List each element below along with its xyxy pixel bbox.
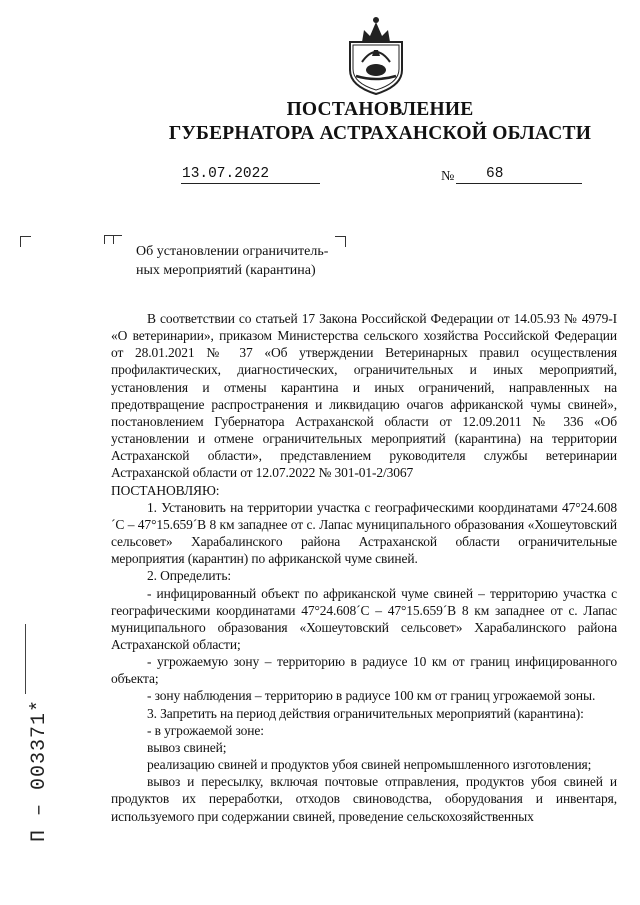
document-number: 68 [456,165,582,184]
document-subject [136,242,366,280]
clause-2-heading: 2. Определить: [147,568,231,584]
document-title-line2: ГУБЕРНАТОРА АСТРАХАНСКОЙ ОБЛАСТИ [168,123,592,144]
subject-line1: Об установлении ограничитель- [136,244,329,259]
subject-corner-mark-left-inner [113,235,122,244]
clause-3-subheading: - в угрожаемой зоне: [147,722,264,738]
clause-3-item-1: вывоз свиней; [147,739,227,755]
margin-line [25,624,26,694]
margin-corner-mark [20,236,31,247]
clause-2-item-threatened-zone: - угрожаемую зону – территорию в радиусе 10 км от границ инфицированного объекта; [111,654,617,687]
document-body [111,310,617,825]
clause-3-item-2: реализацию свиней и продуктов убоя свиней непромышленного изготовления; [147,757,592,773]
serial-number-stamp: П – 003371* [28,698,51,842]
clause-1: 1. Установить на территории участка с географическими координатами 47°24.608´С – 47°15.659´В 8 км западнее от с. Лапас муниципального образования «Хошеутовский сельсовет» Харабалинского района Астраханской области ограничительные мероприятия (карантин) по африканской чуме свиней. [111,499,617,567]
clause-2-item-observation-zone: - зону наблюдения – территорию в радиусе 100 км от границ угрожаемой зоны. [147,688,596,704]
clause-3-heading: 3. Запретить на период действия ограничительных мероприятий (карантина): [147,705,584,721]
document-date: 13.07.2022 [181,165,320,184]
decree-keyword: ПОСТАНОВЛЯЮ: [111,482,220,498]
document-title-line1: ПОСТАНОВЛЕНИЕ [286,99,474,120]
preamble-paragraph: В соответствии со статьей 17 Закона Российской Федерации от 14.05.93 № 4979-I «О ветеринарии», приказом Министерства сельского хозяйства Российской Федерации от 28.01.2021 № 37 «Об утверждении Ветеринарных правил осуществления профилактических, диагностических, ограничительных и иных мероприятий, установления и отмены карантина и иных ограничений, направленных на предотвращение распространения и ликвидацию очагов африканской чумы свиней», постановлением Губернатора Астраханской области от 12.09.2011 № 336 «Об установлении и отмене ограничительных мероприятий (карантина) на территории Астраханской области», представлением руководителя службы ветеринарии Астраханской области от 12.07.2022 № 301-01-2/3067 [111,311,617,481]
clause-2-item-infected-object: - инфицированный объект по африканской чуме свиней – территорию участка с географическими координатами 47°24.608´С – 47°15.659´В 8 км западнее от с. Лапас муниципального образования «Хошеутовский сельсовет» Харабалинского района Астраханской области; [111,585,617,652]
number-label: № [441,169,455,184]
subject-line2: ных мероприятий (карантина) [136,263,316,278]
coat-of-arms-emblem [342,12,410,96]
subject-corner-mark-left [104,235,113,244]
clause-3-item-3: вывоз и пересылку, включая почтовые отправления, продуктов убоя свиней и продуктов их переработки, отходов свиноводства, оборудования и инвентаря, используемого при содержании свиней, проведение сельскохозяйственных [111,774,617,824]
